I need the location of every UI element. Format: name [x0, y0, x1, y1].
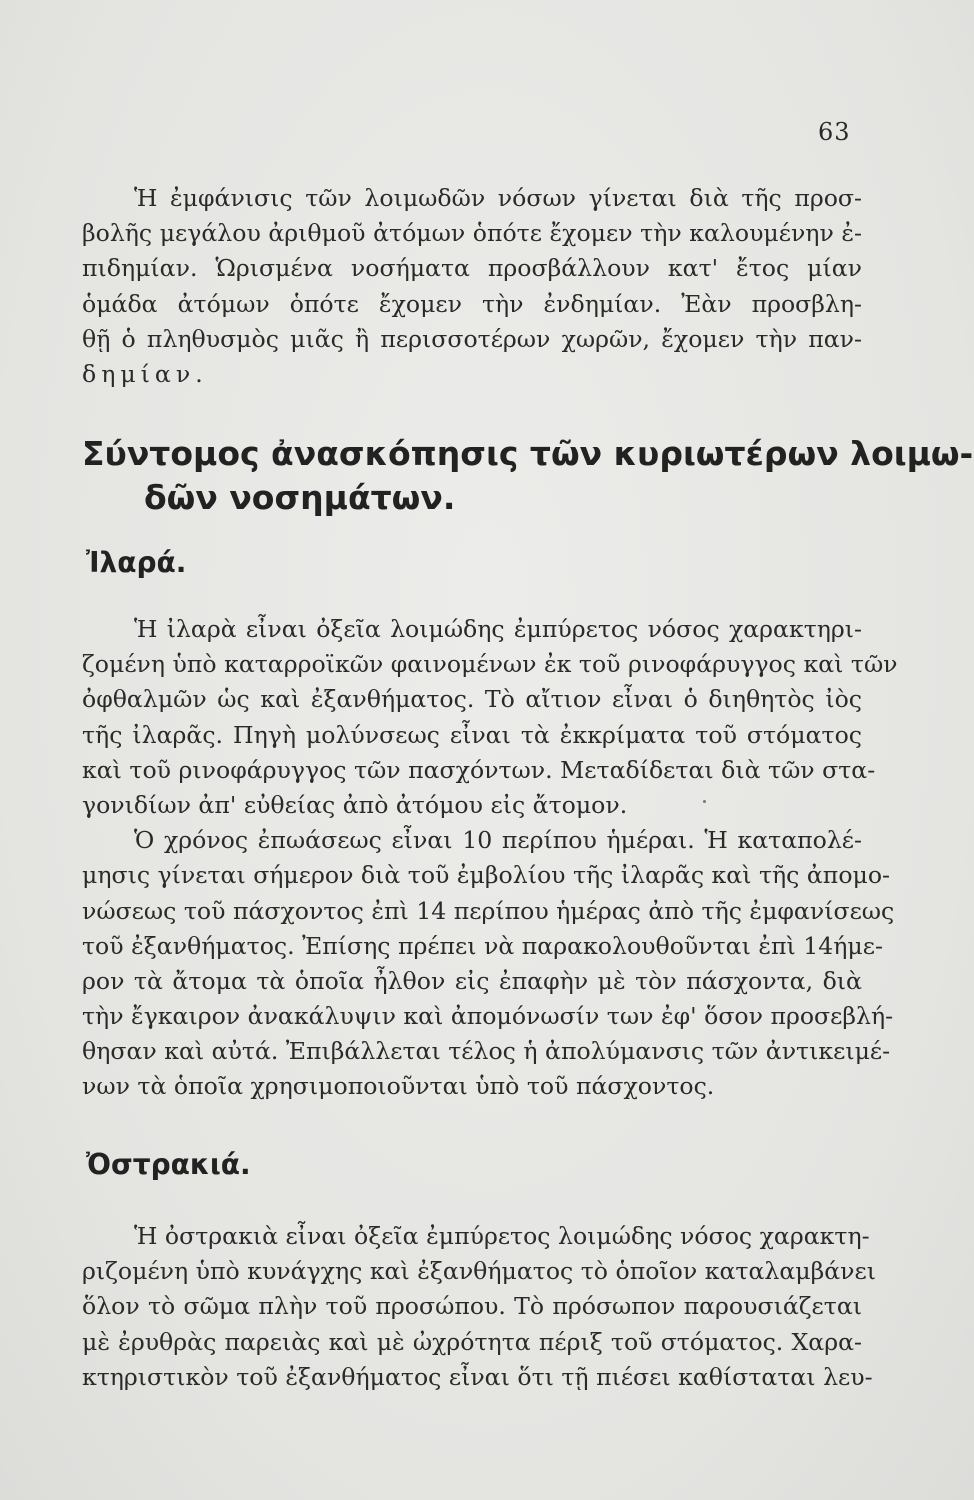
text-line: ὅλον τὸ σῶμα πλὴν τοῦ προσώπου. Τὸ πρόσωπον παρουσιάζεται [82, 1292, 862, 1321]
print-speck [703, 800, 706, 803]
text-line: Ὁ χρόνος ἐπωάσεως εἶναι 10 περίπου ἡμέραι. Ἡ καταπολέ- [134, 826, 862, 855]
text-line: ζομένη ὑπὸ καταρροϊκῶν φαινομένων ἐκ τοῦ ρινοφάρυγγος καὶ τῶν [82, 650, 898, 679]
text-line: τῆς ἰλαρᾶς. Πηγὴ μολύνσεως εἶναι τὰ ἐκκρίματα τοῦ στόματος [82, 720, 862, 749]
intro-paragraph [82, 181, 862, 392]
text-line: βολῆς μεγάλου ἀριθμοῦ ἀτόμων ὁπότε ἔχομεν τὴν καλουμένην ἐ- [82, 219, 862, 248]
heading-line: Σύντομος ἀνασκόπησις τῶν κυριωτέρων λοιμω- [82, 434, 974, 473]
measles-paragraph [82, 612, 898, 1105]
subheading-scarlet-fever: Ὀστρακιά. [86, 1148, 251, 1181]
text-line: Ἡ ὀστρακιὰ εἶναι ὀξεῖα ἐμπύρετος λοιμώδης νόσος χαρακτη- [134, 1222, 870, 1250]
text-line: ὀφθαλμῶν ὡς καὶ ἐξανθήματος. Τὸ αἴτιον εἶναι ὁ διηθητὸς ἰὸς [82, 685, 862, 714]
text-line: μὲ ἐρυθρὰς παρειὰς καὶ μὲ ὠχρότητα πέριξ τοῦ στόματος. Χαρα- [82, 1327, 862, 1356]
page-number: 63 [818, 118, 851, 146]
heading-line: δῶν νοσημάτων. [144, 478, 456, 517]
text-line: δημίαν. [82, 359, 208, 388]
text-line: ριζομένη ὑπὸ κυνάγχης καὶ ἐξανθήματος τὸ ὁποῖον καταλαμβάνει [82, 1257, 876, 1286]
text-line: τὴν ἔγκαιρον ἀνακάλυψιν καὶ ἀπομόνωσίν των ἐφ' ὅσον προσεβλή- [82, 1002, 894, 1031]
text-line: νώσεως τοῦ πάσχοντος ἐπὶ 14 περίπου ἡμέρας ἀπὸ τῆς ἐμφανίσεως [82, 896, 895, 925]
text-line: πιδημίαν. Ὡρισμένα νοσήματα προσβάλλουν κατ' ἔτος μίαν [82, 254, 862, 283]
text-line: θησαν καὶ αὐτά. Ἐπιβάλλεται τέλος ἡ ἀπολύμανσις τῶν ἀντικειμέ- [82, 1037, 891, 1066]
text-line: Ἡ ἰλαρὰ εἶναι ὀξεῖα λοιμώδης ἐμπύρετος νόσος χαρακτηρι- [134, 615, 862, 643]
scarlet-fever-paragraph [82, 1219, 876, 1395]
text-line: ὁμάδα ἀτόμων ὁπότε ἔχομεν τὴν ἐνδημίαν. Ἐὰν προσβλη- [82, 289, 862, 318]
text-line: Ἡ ἐμφάνισις τῶν λοιμωδῶν νόσων γίνεται διὰ τῆς προσ- [134, 184, 862, 212]
subheading-measles: Ἰλαρά. [86, 546, 187, 579]
text-line: γονιδίων ἀπ' εὐθείας ἀπὸ ἀτόμου εἰς ἄτομον. [82, 790, 628, 819]
text-line: καὶ τοῦ ρινοφάρυγγος τῶν πασχόντων. Μεταδίδεται διὰ τῶν στα- [82, 755, 876, 784]
text-line: ρον τὰ ἄτομα τὰ ὁποῖα ἦλθον εἰς ἐπαφὴν μὲ τὸν πάσχοντα, διὰ [82, 966, 862, 995]
text-line: κτηριστικὸν τοῦ ἐξανθήματος εἶναι ὅτι τῇ πιέσει καθίσταται λευ- [82, 1362, 873, 1391]
text-line: μησις γίνεται σήμερον διὰ τοῦ ἐμβολίου τῆς ἰλαρᾶς καὶ τῆς ἀπομο- [82, 861, 891, 890]
section-heading [82, 432, 974, 520]
text-line: τοῦ ἐξανθήματος. Ἐπίσης πρέπει νὰ παρακολουθοῦνται ἐπὶ 14ήμε- [82, 931, 883, 960]
text-line: θῇ ὁ πληθυσμὸς μιᾶς ἢ περισσοτέρων χωρῶν, ἔχομεν τὴν παν- [82, 324, 862, 353]
text-line: νων τὰ ὁποῖα χρησιμοποιοῦνται ὑπὸ τοῦ πάσχοντος. [82, 1072, 715, 1101]
